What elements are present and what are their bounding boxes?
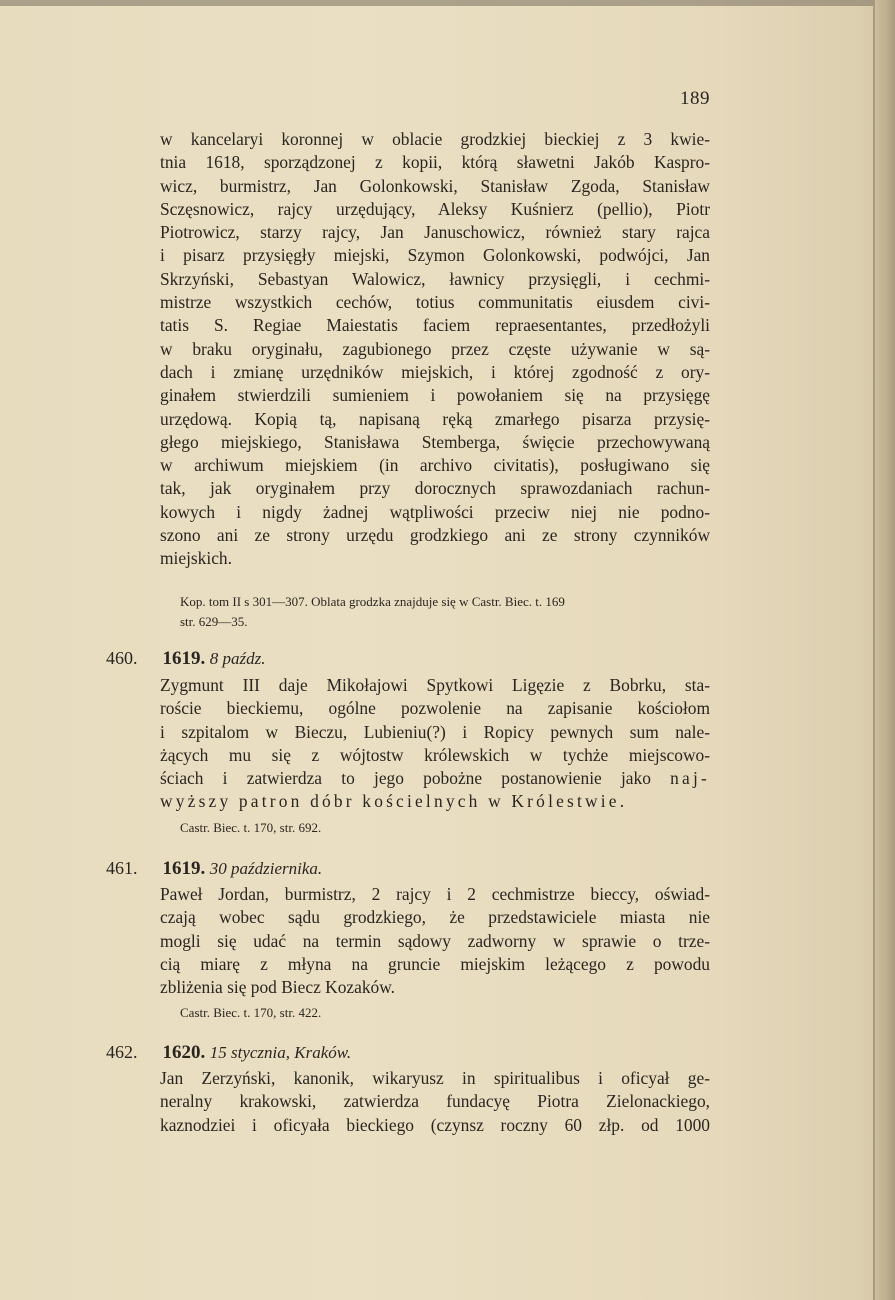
text-line: i pisarz przysięgły miejski, Szymon Golonkowski, podwójci, Jan [160,245,710,266]
text-line: Paweł Jordan, burmistrz, 2 rajcy i 2 cechmistrze bieccy, oświad- [160,884,710,904]
entry-460-text [160,674,710,814]
text-line: cią miarę z młyna na gruncie miejskim leżącego z powodu [160,953,710,974]
source-line: str. 629—35. [180,614,248,629]
text-line: neralny krakowski, zatwierdza fundacyę Piotra Zielonackiego, [160,1091,710,1112]
entry-year: 1619. [162,858,206,879]
text-line: Sczęsnowicz, rajcy urzędujący, Aleksy Kuśnierz (pellio), Piotr [160,198,710,219]
text-line [160,767,710,790]
spaced-text-line: wyższy patron dóbr kościelnych w Królestwie. [160,791,628,812]
text-line: tnia 1618, sporządzonej z kopii, którą sławetni Jakób Kaspro- [160,152,710,173]
spaced-text: naj- [670,768,710,789]
text-line: wicz, burmistrz, Jan Golonkowski, Stanisław Zgoda, Stanisław [160,175,710,196]
intro-paragraph [160,128,710,571]
entry-460-heading [106,648,265,670]
text-line: roście bieckiemu, ogólne pozwolenie na zapisanie kościołom [160,698,710,719]
entry-year: 1620. [162,1042,206,1063]
entry-461-text [160,883,710,999]
text-line: tak, jak oryginałem przy dorocznych sprawozdaniach rachun- [160,478,710,499]
text-line: Zygmunt III daje Mikołajowi Spytkowi Ligęzie z Bobrku, sta- [160,675,710,695]
entry-number: 460. [106,648,138,668]
text-line: kowych i nigdy żadnej wątpliwości przeciw niej nie podno- [160,501,710,522]
text-line: żących mu się z wójtostw królewskich w tychże miejscowo- [160,744,710,765]
text-line: w kancelaryi koronnej w oblacie grodzkiej bieckiej z 3 kwie- [160,129,710,149]
text-line: głego miejskiego, Stanisława Stemberga, święcie przechowywaną [160,431,710,452]
entry-year: 1619. [162,648,206,669]
text-line: ginałem stwierdzili sumieniem i powołaniem się na przysięgę [160,385,710,406]
source-line: Castr. Biec. t. 170, str. 692. [180,820,322,835]
text-line: Jan Zerzyński, kanonik, wikaryusz in spiritualibus i oficyał ge- [160,1068,710,1088]
text-line: czają wobec sądu grodzkiego, że przedstawiciele miasta nie [160,907,710,928]
text-line: tatis S. Regiae Maiestatis faciem repraesentantes, przedłożyli [160,315,710,336]
entry-date: 30 października. [209,859,323,878]
entry-460-source [180,818,710,838]
entry-462-heading [106,1042,351,1064]
text-line: w braku oryginału, zagubionego przez częste używanie w są- [160,338,710,359]
entry-number: 462. [106,1042,138,1062]
text-line: miejskich. [160,548,232,569]
page-fold-line [873,0,875,1300]
page-right-edge [873,0,895,1300]
text-line: mogli się udać na termin sądowy zadworny w sprawie o trze- [160,930,710,951]
text-line: i szpitalom w Bieczu, Lubieniu(?) i Ropicy pewnych sum nale- [160,721,710,742]
intro-source-note [180,592,710,632]
entry-date: 8 paźdz. [209,649,266,668]
text-line: urzędową. Kopią tą, napisaną ręką zmarłego pisarza przysię- [160,408,710,429]
text-segment: ściach i zatwierdza to jego pobożne postanowienie jako [160,768,651,789]
text-line: dach i zmianę urzędników miejskich, i której zgodność z ory- [160,361,710,382]
page-top-edge [0,0,895,6]
source-line: Castr. Biec. t. 170, str. 422. [180,1005,322,1020]
entry-461-source [180,1003,710,1023]
text-line: Skrzyński, Sebastyan Walowicz, ławnicy przysięgli, i cechmi- [160,268,710,289]
text-line: mistrze wszystkich cechów, totius communitatis eiusdem civi- [160,292,710,313]
text-line: Piotrowicz, starzy rajcy, Jan Januschowicz, również stary rajca [160,222,710,243]
entry-462-text [160,1067,710,1137]
text-line: w archiwum miejskiem (in archivo civitatis), posługiwano się [160,455,710,476]
page-number: 189 [680,88,710,109]
source-line: Kop. tom II s 301—307. Oblata grodzka znajduje się w Castr. Biec. t. 169 [180,594,565,609]
entry-number: 461. [106,858,138,878]
entry-461-heading [106,858,322,880]
text-line: kaznodziei i oficyała bieckiego (czynsz roczny 60 złp. od 1000 [160,1114,710,1135]
text-line: zbliżenia się pod Biecz Kozaków. [160,977,396,998]
text-line: szono ani ze strony urzędu grodzkiego ani ze strony czynników [160,525,710,546]
entry-date: 15 stycznia, Kraków. [209,1043,352,1062]
